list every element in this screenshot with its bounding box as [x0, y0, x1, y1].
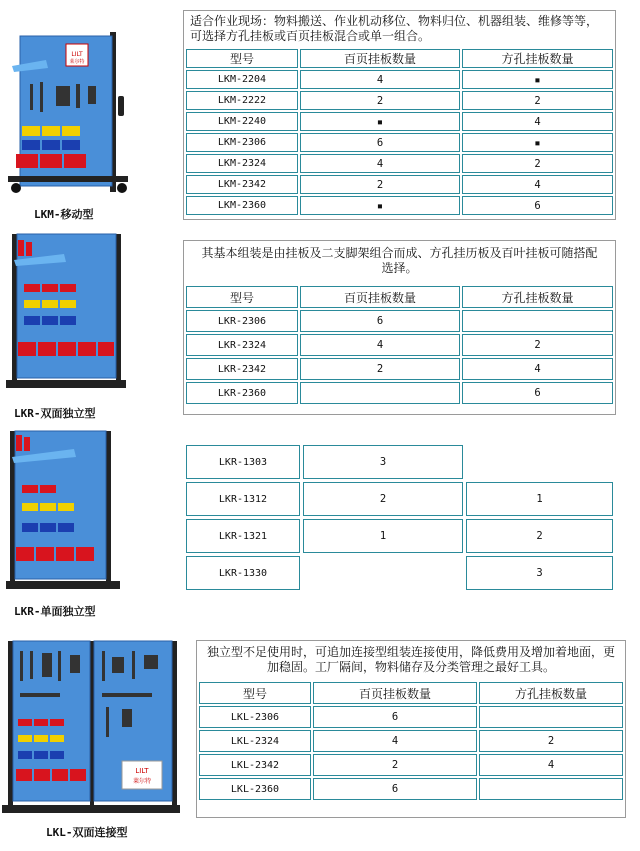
- svg-text:莱尔特: 莱尔特: [132, 778, 152, 785]
- table-header-row: [186, 49, 613, 68]
- svg-text:莱尔特: 莱尔特: [69, 59, 85, 65]
- cell-louver: 1: [303, 519, 463, 553]
- cell-square: ▪: [462, 133, 613, 152]
- header-louver-count: 百页挂板数量: [300, 286, 460, 308]
- cell-square: 1: [466, 482, 613, 516]
- cell-model: LKR-1312: [186, 482, 300, 516]
- table-row: [186, 112, 613, 131]
- header-model: 型号: [186, 49, 298, 68]
- cell-square: 6: [462, 196, 613, 215]
- cell-model: LKM-2324: [186, 154, 298, 173]
- cell-square: 4: [462, 175, 613, 194]
- cell-model: LKL-2306: [199, 706, 311, 728]
- cell-model: LKL-2360: [199, 778, 311, 800]
- spec-panel-lkr-single: [183, 442, 616, 594]
- table-row: [186, 70, 613, 89]
- caption-lkm: LKM-移动型: [34, 208, 94, 221]
- header-model: 型号: [186, 286, 298, 308]
- table-header-row: [186, 286, 613, 308]
- table-row: [186, 358, 613, 380]
- cell-louver: 4: [313, 730, 477, 752]
- svg-text:LILT: LILT: [135, 767, 149, 775]
- caption-lkr-single: LKR-单面独立型: [14, 605, 96, 618]
- product-image-lkr-single: [4, 427, 124, 597]
- cell-model: LKL-2342: [199, 754, 311, 776]
- description-lkm: 适合作业现场：物料搬送、作业机动移位、物料归位、机器组装、维修等等，可选择方孔挂板或百页挂板混合或单一组合。: [190, 14, 599, 43]
- spec-table-lkr-single: [183, 442, 616, 593]
- product-image-lkl: [2, 637, 182, 817]
- cell-louver: 2: [300, 175, 460, 194]
- cell-model: LKL-2324: [199, 730, 311, 752]
- spec-panel-lkr-double: [183, 240, 616, 415]
- cell-louver: 2: [300, 91, 460, 110]
- table-row: [186, 445, 613, 479]
- table-row: [186, 175, 613, 194]
- description-lkl: 独立型不足使用时，可追加连接型组装连接使用，降低费用及增加着地面，更加稳固。工厂隔间，物料储存及分类管理之最好工具。: [206, 645, 615, 674]
- table-row: [186, 154, 613, 173]
- cell-square: 2: [479, 730, 623, 752]
- table-row: [199, 730, 623, 752]
- caption-lkr-double: LKR-双面独立型: [14, 407, 96, 420]
- cell-square: 2: [462, 154, 613, 173]
- cell-model: LKM-2342: [186, 175, 298, 194]
- cell-louver: 4: [300, 70, 460, 89]
- cell-model: LKR-2306: [186, 310, 298, 332]
- cell-square: 4: [462, 358, 613, 380]
- cell-square: 2: [466, 519, 613, 553]
- svg-text:LILT: LILT: [71, 51, 83, 58]
- cell-square: 2: [462, 91, 613, 110]
- table-row: [186, 519, 613, 553]
- cell-square: ▪: [462, 70, 613, 89]
- cell-square: 6: [462, 382, 613, 404]
- cell-model: LKR-2324: [186, 334, 298, 356]
- table-row: [186, 91, 613, 110]
- table-row: [199, 778, 623, 800]
- cell-louver: ▪: [300, 196, 460, 215]
- cell-louver: 3: [303, 445, 463, 479]
- table-row: [186, 556, 613, 590]
- table-row: [199, 706, 623, 728]
- cell-model: LKR-1321: [186, 519, 300, 553]
- header-louver-count: 百页挂板数量: [300, 49, 460, 68]
- cell-model: LKR-1303: [186, 445, 300, 479]
- table-row: [186, 310, 613, 332]
- cell-louver: 6: [313, 778, 477, 800]
- table-row: [186, 133, 613, 152]
- cell-square: 4: [479, 754, 623, 776]
- cell-louver: 6: [300, 310, 460, 332]
- cell-louver: 2: [313, 754, 477, 776]
- cell-model: LKR-1330: [186, 556, 300, 590]
- spec-table-lkm: [184, 47, 615, 217]
- spec-table-lkl: [197, 680, 625, 802]
- cell-louver: 4: [300, 334, 460, 356]
- description-lkr-double: 其基本组装是由挂板及二支脚架组合而成、方孔挂历板及百叶挂板可随搭配选择。: [201, 246, 598, 275]
- cell-model: LKM-2360: [186, 196, 298, 215]
- cell-louver: 2: [303, 482, 463, 516]
- cell-model: LKR-2342: [186, 358, 298, 380]
- cell-louver: 2: [300, 358, 460, 380]
- cell-square: 2: [462, 334, 613, 356]
- header-square-count: 方孔挂板数量: [479, 682, 623, 704]
- caption-lkl: LKL-双面连接型: [46, 826, 128, 839]
- cell-model: LKM-2222: [186, 91, 298, 110]
- cell-louver: ▪: [300, 112, 460, 131]
- table-header-row: [199, 682, 623, 704]
- cell-square: [462, 310, 613, 332]
- product-image-lkm: [6, 26, 136, 201]
- table-row: [186, 482, 613, 516]
- cell-model: LKM-2204: [186, 70, 298, 89]
- cell-model: LKM-2240: [186, 112, 298, 131]
- cell-louver: 6: [313, 706, 477, 728]
- cell-model: LKR-2360: [186, 382, 298, 404]
- table-row: [199, 754, 623, 776]
- table-row: [186, 196, 613, 215]
- product-image-lkr-double: [4, 230, 132, 400]
- cell-square: [479, 706, 623, 728]
- spec-table-lkr-double: [184, 284, 615, 406]
- cell-square: 4: [462, 112, 613, 131]
- header-square-count: 方孔挂板数量: [462, 49, 613, 68]
- spec-panel-lkl: [196, 640, 626, 818]
- table-row: [186, 334, 613, 356]
- header-louver-count: 百页挂板数量: [313, 682, 477, 704]
- cell-louver: [300, 382, 460, 404]
- cell-model: LKM-2306: [186, 133, 298, 152]
- spec-panel-lkm: [183, 10, 616, 220]
- table-row: [186, 382, 613, 404]
- cell-square: 3: [466, 556, 613, 590]
- cell-louver: 6: [300, 133, 460, 152]
- cell-square: [466, 445, 613, 479]
- cell-louver: 4: [300, 154, 460, 173]
- cell-square: [479, 778, 623, 800]
- header-model: 型号: [199, 682, 311, 704]
- header-square-count: 方孔挂板数量: [462, 286, 613, 308]
- cell-louver: [303, 556, 463, 590]
